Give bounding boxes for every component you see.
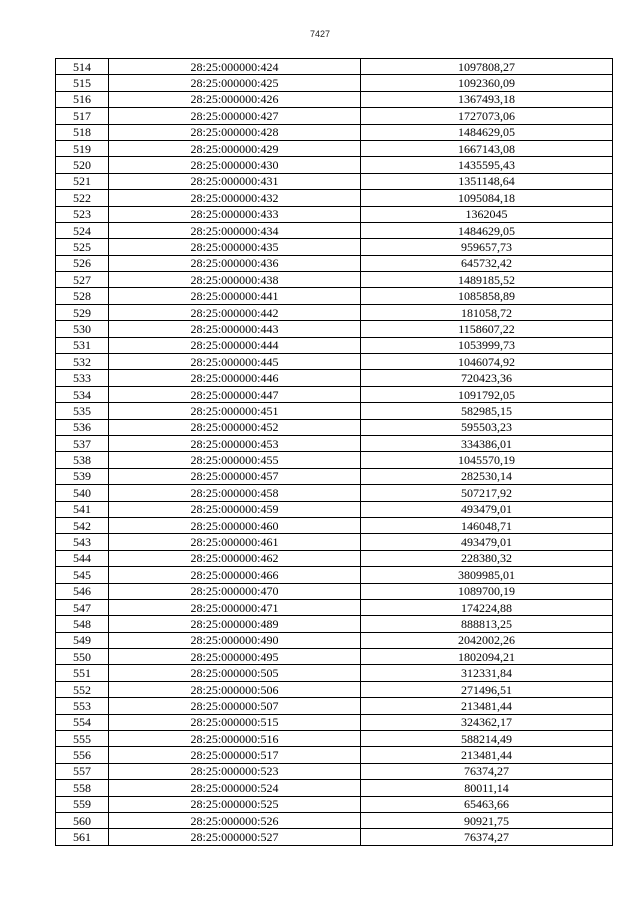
row-number-cell: 546 [56,583,109,599]
table-row [56,485,613,501]
cadastral-number-cell: 28:25:000000:441 [109,288,361,304]
cadastral-value-cell: 1367493,18 [361,91,613,107]
table-row [56,681,613,697]
row-number-cell: 516 [56,91,109,107]
table-row [56,337,613,353]
cadastral-value-cell: 1802094,21 [361,649,613,665]
table-row [56,419,613,435]
table-row [56,583,613,599]
table-row [56,534,613,550]
table-row [56,599,613,615]
cadastral-value-cell: 80011,14 [361,780,613,796]
cadastral-value-cell: 720423,36 [361,370,613,386]
cadastral-number-cell: 28:25:000000:459 [109,501,361,517]
cadastral-value-cell: 588214,49 [361,731,613,747]
row-number-cell: 556 [56,747,109,763]
cadastral-number-cell: 28:25:000000:490 [109,632,361,648]
cadastral-number-cell: 28:25:000000:505 [109,665,361,681]
cadastral-number-cell: 28:25:000000:507 [109,698,361,714]
row-number-cell: 561 [56,829,109,845]
cadastral-value-cell: 76374,27 [361,763,613,779]
table-row [56,829,613,845]
cadastral-value-cell: 1089700,19 [361,583,613,599]
table-body [56,59,613,846]
cadastral-value-cell: 1351148,64 [361,173,613,189]
row-number-cell: 542 [56,517,109,533]
table-row [56,206,613,222]
row-number-cell: 530 [56,321,109,337]
row-number-cell: 532 [56,354,109,370]
cadastral-value-table [55,58,613,846]
page-number: 7427 [309,29,331,39]
cadastral-value-cell: 334386,01 [361,435,613,451]
cadastral-value-cell: 90921,75 [361,812,613,828]
cadastral-number-cell: 28:25:000000:489 [109,616,361,632]
row-number-cell: 524 [56,222,109,238]
row-number-cell: 527 [56,272,109,288]
cadastral-number-cell: 28:25:000000:446 [109,370,361,386]
cadastral-number-cell: 28:25:000000:452 [109,419,361,435]
row-number-cell: 557 [56,763,109,779]
row-number-cell: 521 [56,173,109,189]
table-row [56,812,613,828]
row-number-cell: 523 [56,206,109,222]
cadastral-number-cell: 28:25:000000:495 [109,649,361,665]
cadastral-value-cell: 959657,73 [361,239,613,255]
row-number-cell: 555 [56,731,109,747]
cadastral-number-cell: 28:25:000000:466 [109,567,361,583]
table-row [56,632,613,648]
table-row [56,239,613,255]
cadastral-value-cell: 2042002,26 [361,632,613,648]
cadastral-number-cell: 28:25:000000:428 [109,124,361,140]
table-row [56,731,613,747]
cadastral-value-cell: 1095084,18 [361,190,613,206]
row-number-cell: 543 [56,534,109,550]
cadastral-value-cell: 1085858,89 [361,288,613,304]
cadastral-number-cell: 28:25:000000:516 [109,731,361,747]
cadastral-number-cell: 28:25:000000:462 [109,550,361,566]
cadastral-value-cell: 1484629,05 [361,124,613,140]
table-row [56,698,613,714]
cadastral-value-cell: 1727073,06 [361,108,613,124]
cadastral-value-cell: 228380,32 [361,550,613,566]
cadastral-number-cell: 28:25:000000:523 [109,763,361,779]
cadastral-value-cell: 595503,23 [361,419,613,435]
cadastral-number-cell: 28:25:000000:443 [109,321,361,337]
table-row [56,452,613,468]
table-row [56,222,613,238]
table-row [56,763,613,779]
cadastral-value-cell: 1092360,09 [361,75,613,91]
row-number-cell: 519 [56,140,109,156]
cadastral-value-cell: 181058,72 [361,304,613,320]
row-number-cell: 517 [56,108,109,124]
table-row [56,665,613,681]
cadastral-value-cell: 1097808,27 [361,59,613,75]
cadastral-value-cell: 1435595,43 [361,157,613,173]
row-number-cell: 544 [56,550,109,566]
row-number-cell: 540 [56,485,109,501]
table-row [56,272,613,288]
row-number-cell: 525 [56,239,109,255]
row-number-cell: 534 [56,386,109,402]
row-number-cell: 522 [56,190,109,206]
row-number-cell: 514 [56,59,109,75]
cadastral-number-cell: 28:25:000000:433 [109,206,361,222]
cadastral-number-cell: 28:25:000000:429 [109,140,361,156]
cadastral-number-cell: 28:25:000000:455 [109,452,361,468]
table-row [56,140,613,156]
row-number-cell: 559 [56,796,109,812]
cadastral-number-cell: 28:25:000000:517 [109,747,361,763]
cadastral-value-cell: 582985,15 [361,403,613,419]
table-row [56,321,613,337]
table-row [56,403,613,419]
cadastral-number-cell: 28:25:000000:438 [109,272,361,288]
cadastral-number-cell: 28:25:000000:425 [109,75,361,91]
table-row [56,747,613,763]
table-row [56,370,613,386]
cadastral-number-cell: 28:25:000000:470 [109,583,361,599]
cadastral-number-cell: 28:25:000000:442 [109,304,361,320]
table-row [56,468,613,484]
cadastral-number-cell: 28:25:000000:460 [109,517,361,533]
row-number-cell: 545 [56,567,109,583]
table-row [56,124,613,140]
row-number-cell: 560 [56,812,109,828]
row-number-cell: 553 [56,698,109,714]
row-number-cell: 558 [56,780,109,796]
cadastral-number-cell: 28:25:000000:458 [109,485,361,501]
cadastral-value-cell: 146048,71 [361,517,613,533]
row-number-cell: 526 [56,255,109,271]
cadastral-value-cell: 1053999,73 [361,337,613,353]
table-row [56,91,613,107]
table-row [56,59,613,75]
cadastral-value-cell: 282530,14 [361,468,613,484]
cadastral-value-cell: 888813,25 [361,616,613,632]
table-row [56,288,613,304]
table-row [56,173,613,189]
cadastral-value-cell: 76374,27 [361,829,613,845]
table-row [56,616,613,632]
row-number-cell: 552 [56,681,109,697]
table-row [56,157,613,173]
table-row [56,435,613,451]
row-number-cell: 551 [56,665,109,681]
table-row [56,517,613,533]
cadastral-number-cell: 28:25:000000:526 [109,812,361,828]
cadastral-value-cell: 1484629,05 [361,222,613,238]
cadastral-value-cell: 1091792,05 [361,386,613,402]
row-number-cell: 520 [56,157,109,173]
cadastral-value-cell: 1489185,52 [361,272,613,288]
cadastral-value-cell: 1158607,22 [361,321,613,337]
cadastral-number-cell: 28:25:000000:451 [109,403,361,419]
row-number-cell: 548 [56,616,109,632]
cadastral-number-cell: 28:25:000000:436 [109,255,361,271]
row-number-cell: 529 [56,304,109,320]
row-number-cell: 536 [56,419,109,435]
cadastral-number-cell: 28:25:000000:457 [109,468,361,484]
cadastral-number-cell: 28:25:000000:515 [109,714,361,730]
table-row [56,108,613,124]
cadastral-number-cell: 28:25:000000:435 [109,239,361,255]
cadastral-number-cell: 28:25:000000:434 [109,222,361,238]
cadastral-value-cell: 3809985,01 [361,567,613,583]
cadastral-value-cell: 493479,01 [361,534,613,550]
row-number-cell: 515 [56,75,109,91]
cadastral-value-cell: 645732,42 [361,255,613,271]
cadastral-value-cell: 174224,88 [361,599,613,615]
table-row [56,796,613,812]
row-number-cell: 533 [56,370,109,386]
cadastral-number-cell: 28:25:000000:426 [109,91,361,107]
table-row [56,190,613,206]
row-number-cell: 549 [56,632,109,648]
cadastral-number-cell: 28:25:000000:431 [109,173,361,189]
cadastral-value-cell: 1045570,19 [361,452,613,468]
row-number-cell: 528 [56,288,109,304]
cadastral-number-cell: 28:25:000000:527 [109,829,361,845]
cadastral-number-cell: 28:25:000000:471 [109,599,361,615]
cadastral-value-cell: 507217,92 [361,485,613,501]
cadastral-number-cell: 28:25:000000:432 [109,190,361,206]
table-row [56,567,613,583]
cadastral-number-cell: 28:25:000000:430 [109,157,361,173]
cadastral-number-cell: 28:25:000000:427 [109,108,361,124]
table-row [56,304,613,320]
table-row [56,354,613,370]
cadastral-number-cell: 28:25:000000:447 [109,386,361,402]
row-number-cell: 531 [56,337,109,353]
cadastral-number-cell: 28:25:000000:524 [109,780,361,796]
cadastral-number-cell: 28:25:000000:424 [109,59,361,75]
cadastral-value-cell: 213481,44 [361,698,613,714]
cadastral-value-cell: 271496,51 [361,681,613,697]
row-number-cell: 518 [56,124,109,140]
row-number-cell: 547 [56,599,109,615]
table-row [56,550,613,566]
cadastral-number-cell: 28:25:000000:444 [109,337,361,353]
cadastral-number-cell: 28:25:000000:453 [109,435,361,451]
table-row [56,501,613,517]
row-number-cell: 554 [56,714,109,730]
cadastral-number-cell: 28:25:000000:506 [109,681,361,697]
cadastral-value-cell: 1362045 [361,206,613,222]
cadastral-value-cell: 312331,84 [361,665,613,681]
cadastral-value-cell: 1667143,08 [361,140,613,156]
row-number-cell: 541 [56,501,109,517]
table-row [56,75,613,91]
cadastral-value-cell: 213481,44 [361,747,613,763]
table-row [56,649,613,665]
cadastral-number-cell: 28:25:000000:445 [109,354,361,370]
row-number-cell: 535 [56,403,109,419]
cadastral-value-cell: 324362,17 [361,714,613,730]
table-row [56,780,613,796]
cadastral-number-cell: 28:25:000000:461 [109,534,361,550]
cadastral-value-cell: 1046074,92 [361,354,613,370]
table-row [56,255,613,271]
row-number-cell: 537 [56,435,109,451]
table-row [56,714,613,730]
table-row [56,386,613,402]
row-number-cell: 550 [56,649,109,665]
cadastral-number-cell: 28:25:000000:525 [109,796,361,812]
row-number-cell: 538 [56,452,109,468]
cadastral-value-cell: 65463,66 [361,796,613,812]
row-number-cell: 539 [56,468,109,484]
cadastral-value-cell: 493479,01 [361,501,613,517]
